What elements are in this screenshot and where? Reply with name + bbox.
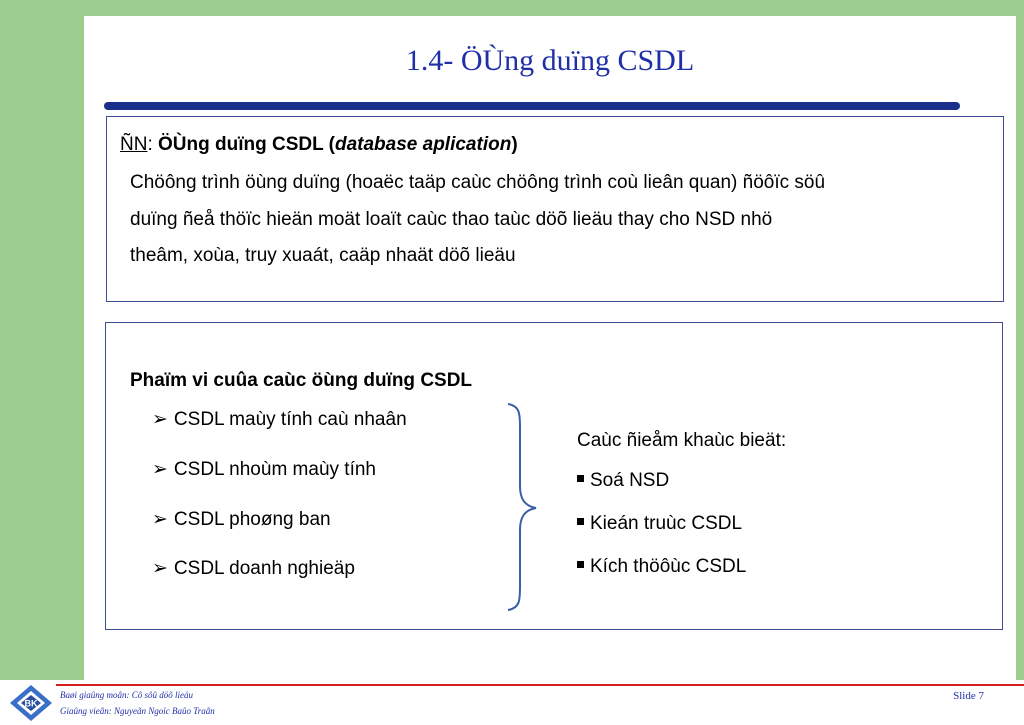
definition-term: ÖÙng duïng CSDL ( [158, 134, 335, 155]
scope-item [152, 508, 331, 531]
difference-item-label: Soá NSD [590, 470, 670, 491]
definition-heading [120, 134, 518, 156]
bk-logo-icon [8, 684, 54, 722]
top-green-band [0, 0, 1024, 16]
arrow-bullet-icon: ➢ [152, 558, 168, 579]
definition-prefix: ÑN [120, 134, 148, 155]
footer-lecturer: Giaûng vieân: Nguyeãn Ngoïc Baûo Traân [60, 706, 215, 716]
scope-item-label: CSDL phoøng ban [173, 509, 331, 530]
definition-colon: : [147, 134, 153, 155]
difference-item-label: Kích thöôùc CSDL [590, 556, 747, 577]
logo-text: BK [24, 698, 38, 709]
square-bullet-icon [577, 518, 584, 525]
difference-item [577, 556, 746, 578]
square-bullet-icon [577, 475, 584, 482]
scope-item [152, 408, 407, 431]
scope-item-label: CSDL doanh nghieäp [173, 558, 355, 579]
definition-term-close: ) [511, 134, 518, 155]
definition-line-1: Chöông trình öùng duïng (hoaëc taäp caùc chöông trình coù lieân quan) ñöôïc söû [130, 172, 826, 193]
scope-item [152, 458, 376, 481]
scope-item-label: CSDL nhoùm maùy tính [173, 459, 376, 480]
difference-item [577, 470, 669, 492]
scope-item-label: CSDL maùy tính caù nhaân [173, 409, 407, 430]
left-green-band [0, 0, 84, 680]
curly-brace-icon [504, 402, 544, 612]
differences-heading: Caùc ñieåm khaùc bieät: [577, 430, 787, 451]
arrow-bullet-icon: ➢ [152, 409, 168, 430]
definition-line-2: duïng ñeå thöïc hieän moät loaït caùc thao taùc döõ lieäu thay cho NSD nhö [130, 209, 773, 230]
arrow-bullet-icon: ➢ [152, 459, 168, 480]
definition-term-english: database aplication [334, 134, 512, 155]
definition-line-3: theâm, xoùa, truy xuaát, caäp nhaät döõ lieäu [130, 245, 516, 266]
footer-divider [56, 684, 1024, 686]
square-bullet-icon [577, 561, 584, 568]
footer-course: Baøi giaûng moân: Cô sôû döõ lieäu [60, 690, 193, 700]
slide-number: Slide 7 [953, 690, 984, 702]
scope-heading: Phaïm vi cuûa caùc öùng duïng CSDL [130, 370, 473, 391]
slide-title: 1.4- ÖÙng duïng CSDL [405, 44, 695, 77]
title-underline-bar [104, 102, 960, 110]
difference-item [577, 513, 742, 535]
scope-item [152, 557, 355, 580]
right-green-band [1016, 0, 1024, 680]
difference-item-label: Kieán truùc CSDL [590, 513, 743, 534]
arrow-bullet-icon: ➢ [152, 509, 168, 530]
